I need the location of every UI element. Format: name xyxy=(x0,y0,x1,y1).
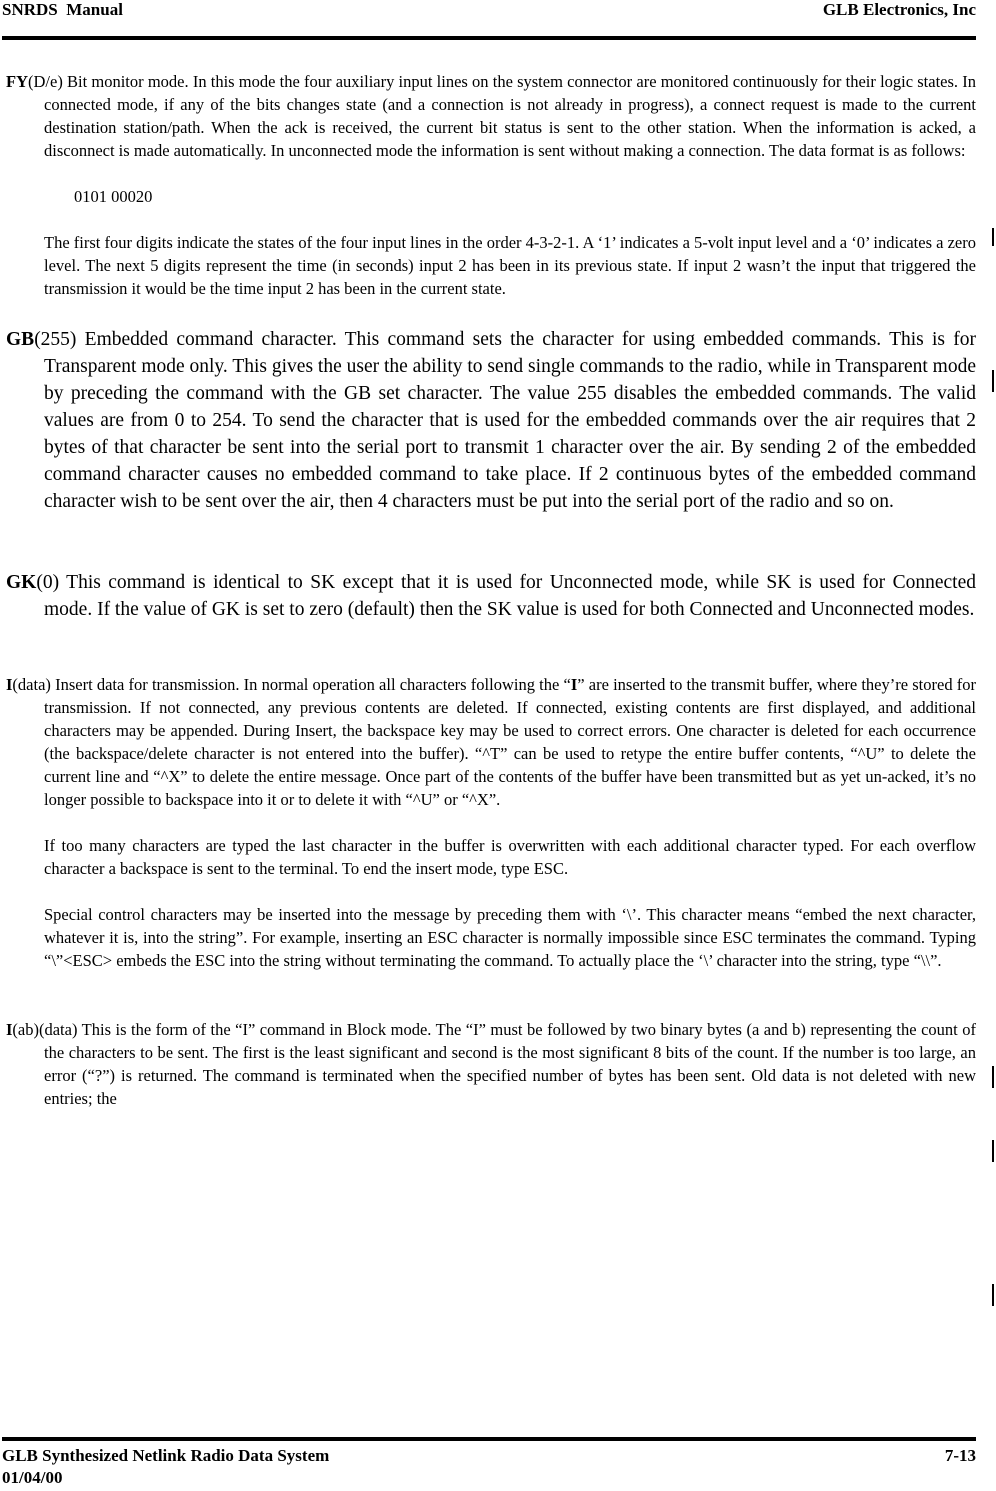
page-number: 7-13 xyxy=(944,1446,976,1465)
header-company: GLB Electronics, Inc xyxy=(822,0,976,19)
footer-rule xyxy=(2,1437,976,1441)
entry-fy xyxy=(6,70,976,162)
entry-i-block xyxy=(6,1018,976,1110)
entry-gb xyxy=(6,326,976,515)
entry-gk xyxy=(6,569,976,623)
entry-description: (255) Embedded command character. This command sets the character for using embedded commands. This is for Transparent mode only. This gives the user the ability to send single commands to the radio, while in Transparent mode by preceding the command with the GB set character. The value 255 disables the embedded commands. The valid values are from 0 to 254. To send the character that is used for the embedded commands over the air requires that 2 bytes of that character be sent into the serial port to transmit 1 character over the air. By sending 2 of the embedded command character causes no embedded command to take place. If 2 continuous bytes of the embedded command character wish to be sent over the air, then 4 characters must be put into the serial port of the radio and so on. xyxy=(34,329,976,512)
data-format-example: 0101 00020 xyxy=(74,187,153,206)
change-bar xyxy=(992,228,994,246)
entry-description: (0) This command is identical to SK except that it is used for Unconnected mode, while SK is used for Connected mode. If the value of GK is set to zero (default) then the SK value is used for both Connected and Unconnected modes. xyxy=(36,572,976,620)
header-manual-title: SNRDS Manual xyxy=(2,0,123,19)
change-bar xyxy=(992,370,994,392)
command-name: GK xyxy=(6,572,37,593)
command-name: FY xyxy=(6,72,28,91)
change-bar xyxy=(992,1066,994,1088)
entry-fy-detail: The first four digits indicate the states of the four input lines in the order 4-3-2-1. A ‘1’ indicates a 5-volt input level and a ‘0’ indicates a zero level. The next 5 digits represent the time (in seconds) input 2 has been in its previous state. If input 2 wasn’t the input that triggered the transmission it would be the time input 2 has been in the current state. xyxy=(44,233,976,298)
entry-i-control-chars-note: Special control characters may be inserted into the message by preceding them with ‘\’. This character means “embed the next character, whatever it is, into the string”. For example, inserting an ESC character is normally impossible since ESC terminates the command. Typing “\”<ESC> embeds the ESC into the string without terminating the command. To actually place the ‘\’ character into the string, type “\\”. xyxy=(44,905,976,970)
change-bar xyxy=(992,1140,994,1162)
footer-system-title: GLB Synthesized Netlink Radio Data System xyxy=(2,1446,330,1465)
page-body xyxy=(6,70,976,1110)
entry-i-overflow-note: If too many characters are typed the last character in the buffer is overwritten with each additional character typed. For each overflow character a backspace is sent to the terminal. To end the insert mode, type ESC. xyxy=(44,836,976,878)
command-name: I xyxy=(6,1020,13,1039)
command-name: GB xyxy=(6,329,35,350)
header-rule xyxy=(2,36,976,40)
entry-i: I(data) Insert data for transmission. In normal operation all characters following the “I” are inserted to the transmit buffer, where they’re stored for transmission. If not connected, any previous contents are deleted. If connected, existing contents are first displayed, and additional characters may be appended. During Insert, the backspace key may be used to correct errors. One character is deleted for each occurrence (the backspace/delete character is not entered into the buffer). “^T” can be used to retype the entire buffer contents, “^U” to delete the current line and “^X” to delete the entire message. Once part of the contents of the buffer have been transmitted but as yet un-acked, it’s no longer possible to backspace into it or to delete it with “^U” or “^X”. xyxy=(6,675,976,809)
entry-description: (ab)(data) This is the form of the “I” command in Block mode. The “I” must be followed by two binary bytes (a and b) representing the count of the characters to be sent. The first is the least significant and second is the most significant 8 bits of the count. If the number is too large, an error (“?”) is returned. The command is terminated when the specified number of bytes has been sent. Old data is not deleted with new entries; the xyxy=(12,1020,976,1108)
entry-description: (D/e) Bit monitor mode. In this mode the four auxiliary input lines on the system connector are monitored continuously for their logic states. In connected mode, if any of the bits changes state (and a connection is not already in progress), a connect request is made to the current destination station/path. When the ack is received, the current bit status is sent to the other station. When the information is acked, a disconnect is made automatically. In unconnected mode the information is sent without making a connection. The data format is as follows: xyxy=(28,72,976,160)
footer-date: 01/04/00 xyxy=(2,1468,63,1487)
command-name: I xyxy=(6,675,13,694)
change-bar xyxy=(992,1284,994,1306)
